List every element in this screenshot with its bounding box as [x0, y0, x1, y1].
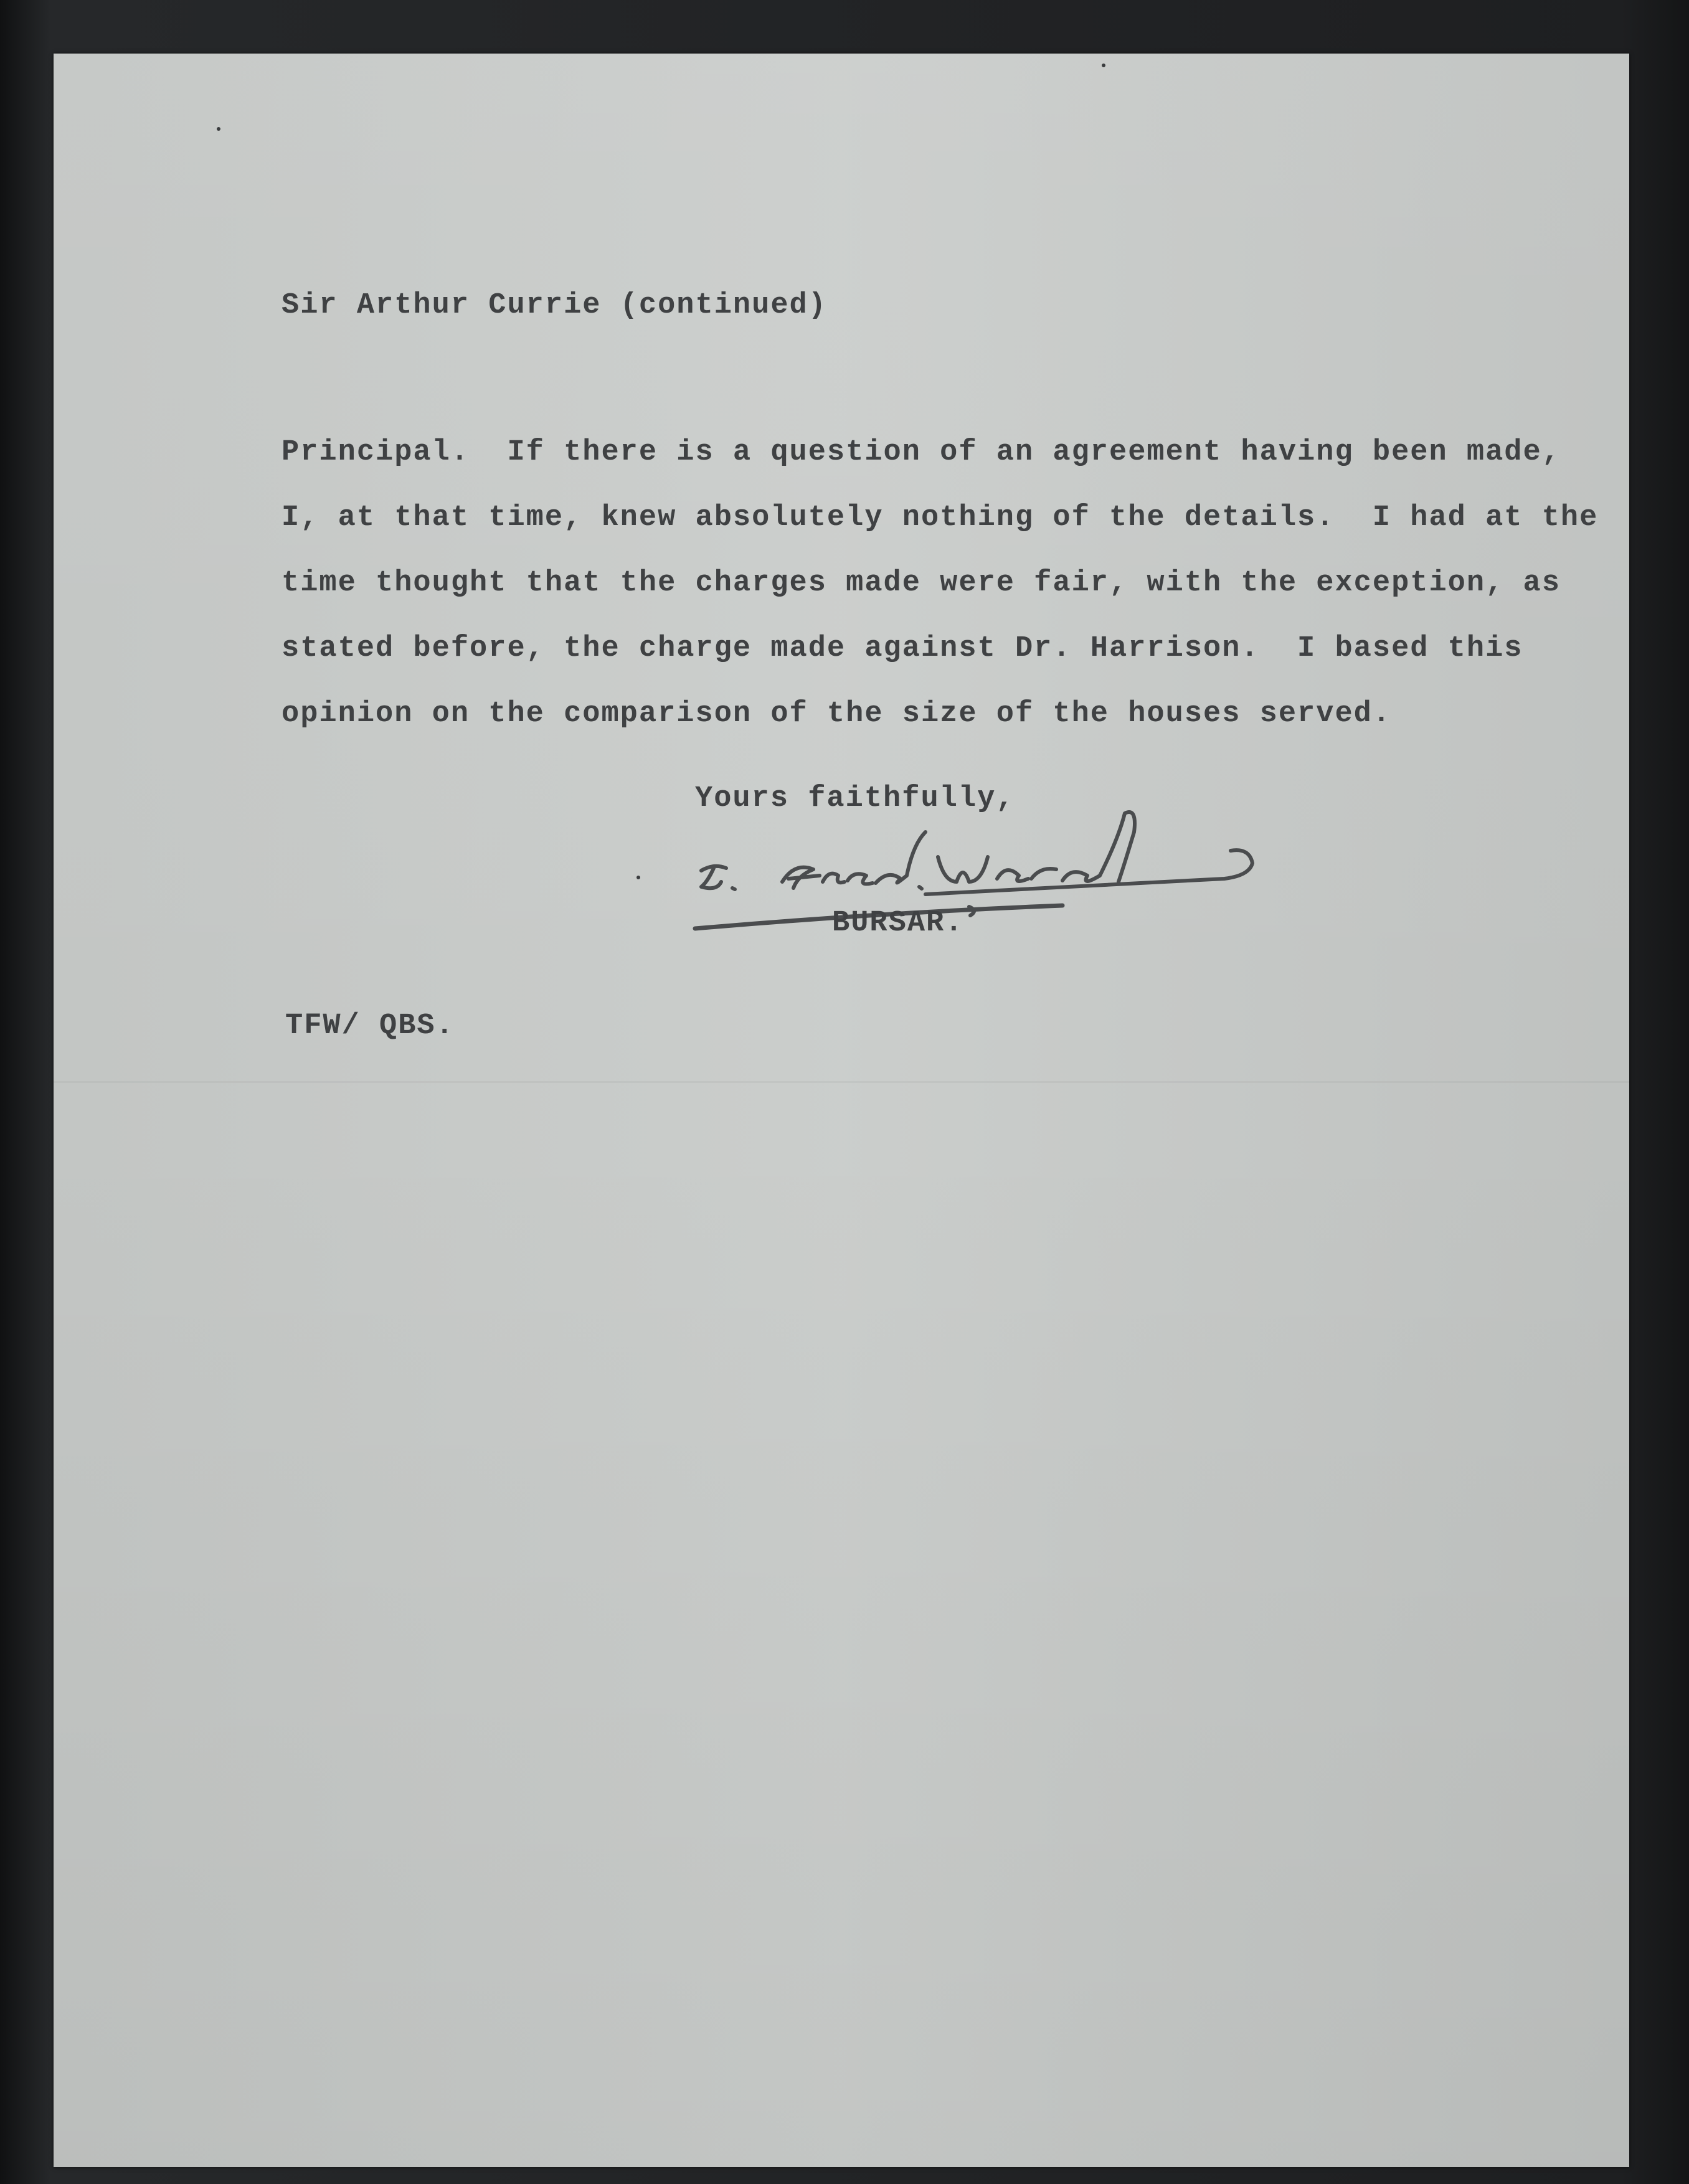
paper-speck [217, 127, 220, 131]
body-line: stated before, the charge made against Dr. Harrison. I based this [282, 632, 1523, 665]
paper-speck [1102, 64, 1105, 67]
letter-heading: Sir Arthur Currie (continued) [282, 289, 827, 322]
letter-page [54, 54, 1629, 2167]
letter-body [282, 420, 1598, 747]
body-line: opinion on the comparison of the size of the houses served. [282, 697, 1392, 730]
body-line: Principal. If there is a question of an agreement having been made, [282, 436, 1561, 469]
page-fold [54, 1081, 1629, 1083]
body-line: I, at that time, knew absolutely nothing of the details. I had at the [282, 501, 1599, 534]
reference-initials: TFW/ QBS. [285, 1009, 455, 1042]
handwritten-signature [689, 788, 1280, 932]
signatory-title: BURSAR. [832, 907, 964, 940]
paper-speck [636, 876, 640, 879]
complimentary-close: Yours faithfully, [695, 782, 1015, 815]
body-line: time thought that the charges made were fair, with the exception, as [282, 567, 1561, 600]
